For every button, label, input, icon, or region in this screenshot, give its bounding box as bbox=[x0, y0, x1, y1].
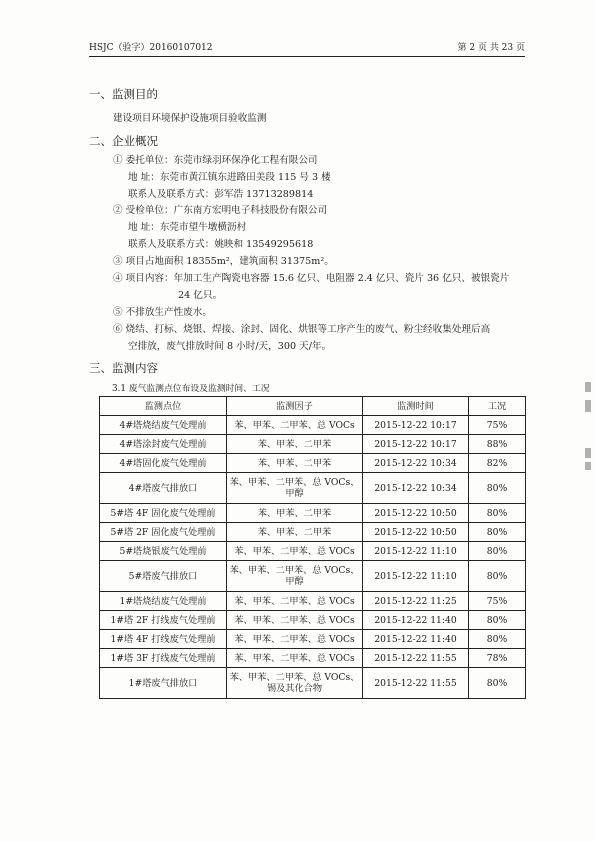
cell-factor: 苯、甲苯、二甲苯 bbox=[227, 454, 363, 473]
cell-time: 2015-12-22 10:34 bbox=[363, 473, 469, 504]
cell-load: 82% bbox=[469, 454, 526, 473]
cell-point: 4#塔固化废气处理前 bbox=[100, 454, 227, 473]
cell-factor: 苯、甲苯、二甲苯 bbox=[227, 435, 363, 454]
client-unit: ① 委托单位：东莞市绿羽环保净化工程有限公司 bbox=[113, 155, 318, 166]
table-row bbox=[100, 454, 526, 473]
header-factor: 监测因子 bbox=[227, 397, 363, 416]
cell-point: 5#塔废气排放口 bbox=[100, 561, 227, 592]
cell-load: 80% bbox=[469, 504, 526, 523]
cell-time: 2015-12-22 11:55 bbox=[363, 668, 469, 699]
table-row bbox=[100, 473, 526, 504]
cell-factor: 苯、甲苯、二甲苯 bbox=[227, 523, 363, 542]
inspected-address: 地 址：东莞市望牛墩横沥村 bbox=[128, 222, 247, 233]
cell-factor: 苯、甲苯、二甲苯、总 VOCs bbox=[227, 649, 363, 668]
cell-factor: 苯、甲苯、二甲苯、总 VOCs bbox=[227, 630, 363, 649]
scan-mark bbox=[585, 400, 591, 412]
table-header-row bbox=[100, 397, 526, 416]
cell-point: 1#塔废气排放口 bbox=[100, 668, 227, 699]
cell-time: 2015-12-22 11:10 bbox=[363, 561, 469, 592]
cell-load: 80% bbox=[469, 630, 526, 649]
table-row bbox=[100, 668, 526, 699]
cell-load: 88% bbox=[469, 435, 526, 454]
project-area: ③ 项目占地面积 18355m²，建筑面积 31375m²。 bbox=[113, 256, 334, 267]
cell-load: 80% bbox=[469, 473, 526, 504]
exhaust-note-cont: 空排放，废气排放时间 8 小时/天，300 天/年。 bbox=[128, 341, 332, 352]
cell-time: 2015-12-22 10:17 bbox=[363, 416, 469, 435]
cell-point: 5#塔烧银废气处理前 bbox=[100, 542, 227, 561]
cell-factor: 苯、甲苯、二甲苯、总 VOCs bbox=[227, 542, 363, 561]
scan-mark bbox=[585, 382, 591, 392]
client-contact: 联系人及联系方式：彭军浩 13713289814 bbox=[128, 189, 314, 200]
cell-time: 2015-12-22 10:34 bbox=[363, 454, 469, 473]
cell-time: 2015-12-22 11:40 bbox=[363, 630, 469, 649]
cell-time: 2015-12-22 10:17 bbox=[363, 435, 469, 454]
cell-load: 75% bbox=[469, 416, 526, 435]
wastewater-note: ⑤ 不排放生产性废水。 bbox=[113, 307, 212, 318]
cell-load: 80% bbox=[469, 542, 526, 561]
table-row bbox=[100, 504, 526, 523]
cell-time: 2015-12-22 10:50 bbox=[363, 523, 469, 542]
table-row bbox=[100, 435, 526, 454]
cell-load: 80% bbox=[469, 668, 526, 699]
monitoring-table bbox=[99, 396, 526, 699]
section-2-title: 二、企业概况 bbox=[89, 134, 158, 148]
section-1-title: 一、监测目的 bbox=[89, 87, 158, 101]
inspected-contact: 联系人及联系方式：姚映和 13549295618 bbox=[128, 239, 314, 250]
cell-load: 78% bbox=[469, 649, 526, 668]
inspected-unit: ② 受检单位：广东南方宏明电子科技股份有限公司 bbox=[113, 205, 328, 216]
cell-point: 5#塔 4F 固化废气处理前 bbox=[100, 504, 227, 523]
header-rule bbox=[89, 56, 525, 57]
cell-time: 2015-12-22 10:50 bbox=[363, 504, 469, 523]
cell-point: 1#塔 3F 打线废气处理前 bbox=[100, 649, 227, 668]
table-row bbox=[100, 542, 526, 561]
cell-point: 4#塔涂封废气处理前 bbox=[100, 435, 227, 454]
cell-point: 5#塔 2F 固化废气处理前 bbox=[100, 523, 227, 542]
table-row bbox=[100, 561, 526, 592]
table-row bbox=[100, 592, 526, 611]
cell-time: 2015-12-22 11:55 bbox=[363, 649, 469, 668]
cell-factor: 苯、甲苯、二甲苯、总 VOCs bbox=[227, 416, 363, 435]
cell-point: 1#塔 4F 打线废气处理前 bbox=[100, 630, 227, 649]
cell-factor: 苯、甲苯、二甲苯、总 VOCs、甲醇 bbox=[227, 473, 363, 504]
cell-point: 4#塔烧结废气处理前 bbox=[100, 416, 227, 435]
cell-factor: 苯、甲苯、二甲苯、总 VOCs、锡及其化合物 bbox=[227, 668, 363, 699]
project-content-cont: 24 亿只。 bbox=[178, 290, 223, 301]
header-time: 监测时间 bbox=[363, 397, 469, 416]
page-number: 第 2 页 共 23 页 bbox=[457, 43, 525, 53]
cell-load: 75% bbox=[469, 592, 526, 611]
table-row bbox=[100, 611, 526, 630]
section-3-title: 三、监测内容 bbox=[89, 361, 158, 375]
scan-mark bbox=[585, 462, 591, 470]
cell-factor: 苯、甲苯、二甲苯、总 VOCs、甲醇 bbox=[227, 561, 363, 592]
exhaust-note: ⑥ 烧结、打标、烧银、焊接、涂封、固化、烘银等工序产生的废气、粉尘经收集处理后高 bbox=[113, 324, 491, 335]
cell-factor: 苯、甲苯、二甲苯 bbox=[227, 504, 363, 523]
document-id: HSJC（验字）20160107012 bbox=[89, 43, 213, 53]
cell-factor: 苯、甲苯、二甲苯、总 VOCs bbox=[227, 592, 363, 611]
header-load: 工况 bbox=[469, 397, 526, 416]
cell-load: 80% bbox=[469, 611, 526, 630]
table-row bbox=[100, 649, 526, 668]
section-1-text: 建设项目环境保护设施项目验收监测 bbox=[113, 113, 267, 124]
cell-factor: 苯、甲苯、二甲苯、总 VOCs bbox=[227, 611, 363, 630]
table-caption: 3.1 废气监测点位布设及监测时间、工况 bbox=[112, 384, 270, 394]
cell-time: 2015-12-22 11:40 bbox=[363, 611, 469, 630]
cell-time: 2015-12-22 11:10 bbox=[363, 542, 469, 561]
project-content: ④ 项目内容：年加工生产陶瓷电容器 15.6 亿只、电阻器 2.4 亿只、瓷片 36 亿只、被银瓷片 bbox=[113, 273, 510, 284]
table-row bbox=[100, 630, 526, 649]
client-address: 地 址：东莞市黄江镇东进路田美段 115 号 3 楼 bbox=[128, 172, 331, 183]
cell-point: 1#塔烧结废气处理前 bbox=[100, 592, 227, 611]
cell-load: 80% bbox=[469, 523, 526, 542]
table-row bbox=[100, 416, 526, 435]
scan-mark bbox=[585, 448, 591, 458]
header-point: 监测点位 bbox=[100, 397, 227, 416]
cell-point: 1#塔 2F 打线废气处理前 bbox=[100, 611, 227, 630]
cell-point: 4#塔废气排放口 bbox=[100, 473, 227, 504]
cell-load: 80% bbox=[469, 561, 526, 592]
table-row bbox=[100, 523, 526, 542]
cell-time: 2015-12-22 11:25 bbox=[363, 592, 469, 611]
